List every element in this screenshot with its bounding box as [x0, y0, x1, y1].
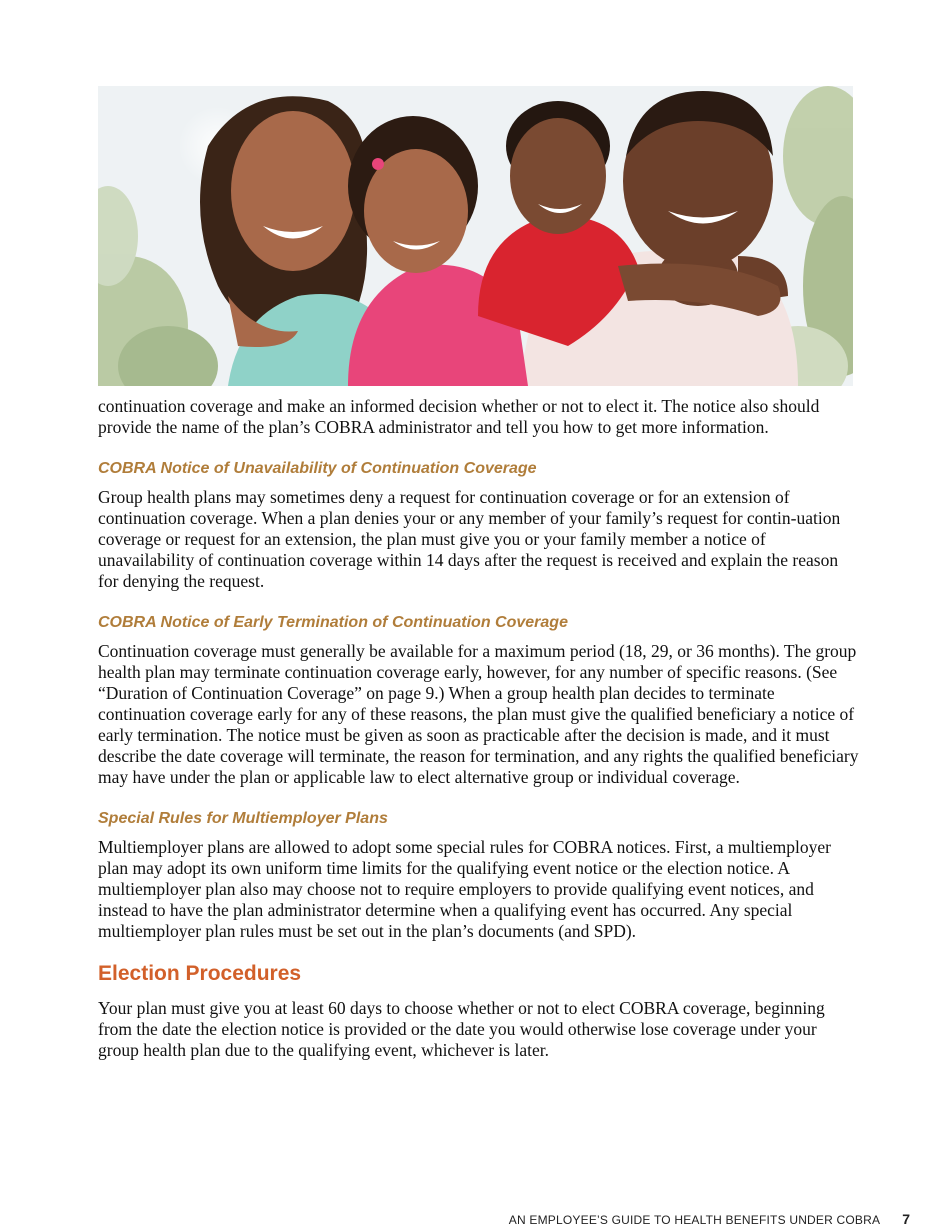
- paragraph-election-procedures: Your plan must give you at least 60 days to choose whether or not to elect COBRA coverage, beginning from the date the election notice is provided or the date you would otherwise lose coverage under your group health plan due to the qualifying event, whichever is later.: [98, 998, 825, 1060]
- page-number: 7: [902, 1211, 910, 1227]
- intro-paragraph: continuation coverage and make an informed decision whether or not to elect it. The notice also should provide the name of the plan’s COBRA administrator and tell you how to get more information.: [98, 396, 820, 437]
- heading-unavailability-notice: COBRA Notice of Unavailability of Continuation Coverage: [98, 460, 537, 477]
- page-footer: [470, 1211, 910, 1227]
- heading-multiemployer-plans: Special Rules for Multiemployer Plans: [98, 810, 388, 827]
- family-photo-illustration: [98, 86, 853, 386]
- son-head: [510, 118, 606, 234]
- paragraph-multiemployer-plans: Multiemployer plans are allowed to adopt some special rules for COBRA notices. First, a multiemployer plan may adopt its own uniform time limits for the qualifying event notice or the election notice. A multiemployer plan also may choose not to require employers to provide qualifying event notices, and instead to have the plan administrator determine when a qualifying event has occurred. Any special multiemployer plan rules must be set out in the plan’s documents (and SPD).: [98, 837, 831, 941]
- family-photo: [98, 86, 853, 386]
- footer-title: AN EMPLOYEE’S GUIDE TO HEALTH BENEFITS UNDER COBRA: [508, 1213, 881, 1227]
- paragraph-early-termination-notice: Continuation coverage must generally be available for a maximum period (18, 29, or 36 months). The group health plan may terminate continuation coverage early, however, for any number of specific reasons. (See “Duration of Continuation Coverage” on page 9.) When a group health plan decides to terminate continuation coverage early for any of these reasons, the plan must give the qualified beneficiary a notice of early termination. The notice must be given as soon as practicable after the decision is made, and it must describe the date coverage will terminate, the reason for termination, and any rights the qualified beneficiary may have under the plan or applicable law to elect alternative group or individual coverage.: [98, 641, 859, 787]
- daughter-hair-band: [372, 158, 384, 170]
- mother-head: [231, 111, 355, 271]
- heading-election-procedures: Election Procedures: [98, 962, 302, 985]
- page-content: [98, 396, 860, 1061]
- heading-early-termination-notice: COBRA Notice of Early Termination of Continuation Coverage: [98, 614, 568, 631]
- paragraph-unavailability-notice: Group health plans may sometimes deny a request for continuation coverage or for an extension of continuation coverage. When a plan denies your or any member of your family’s request for contin-uation coverage or request for an extension, the plan must give you or your family member a notice of unavailability of continuation coverage within 14 days after the request is received and explain the reason for denying the request.: [98, 487, 841, 591]
